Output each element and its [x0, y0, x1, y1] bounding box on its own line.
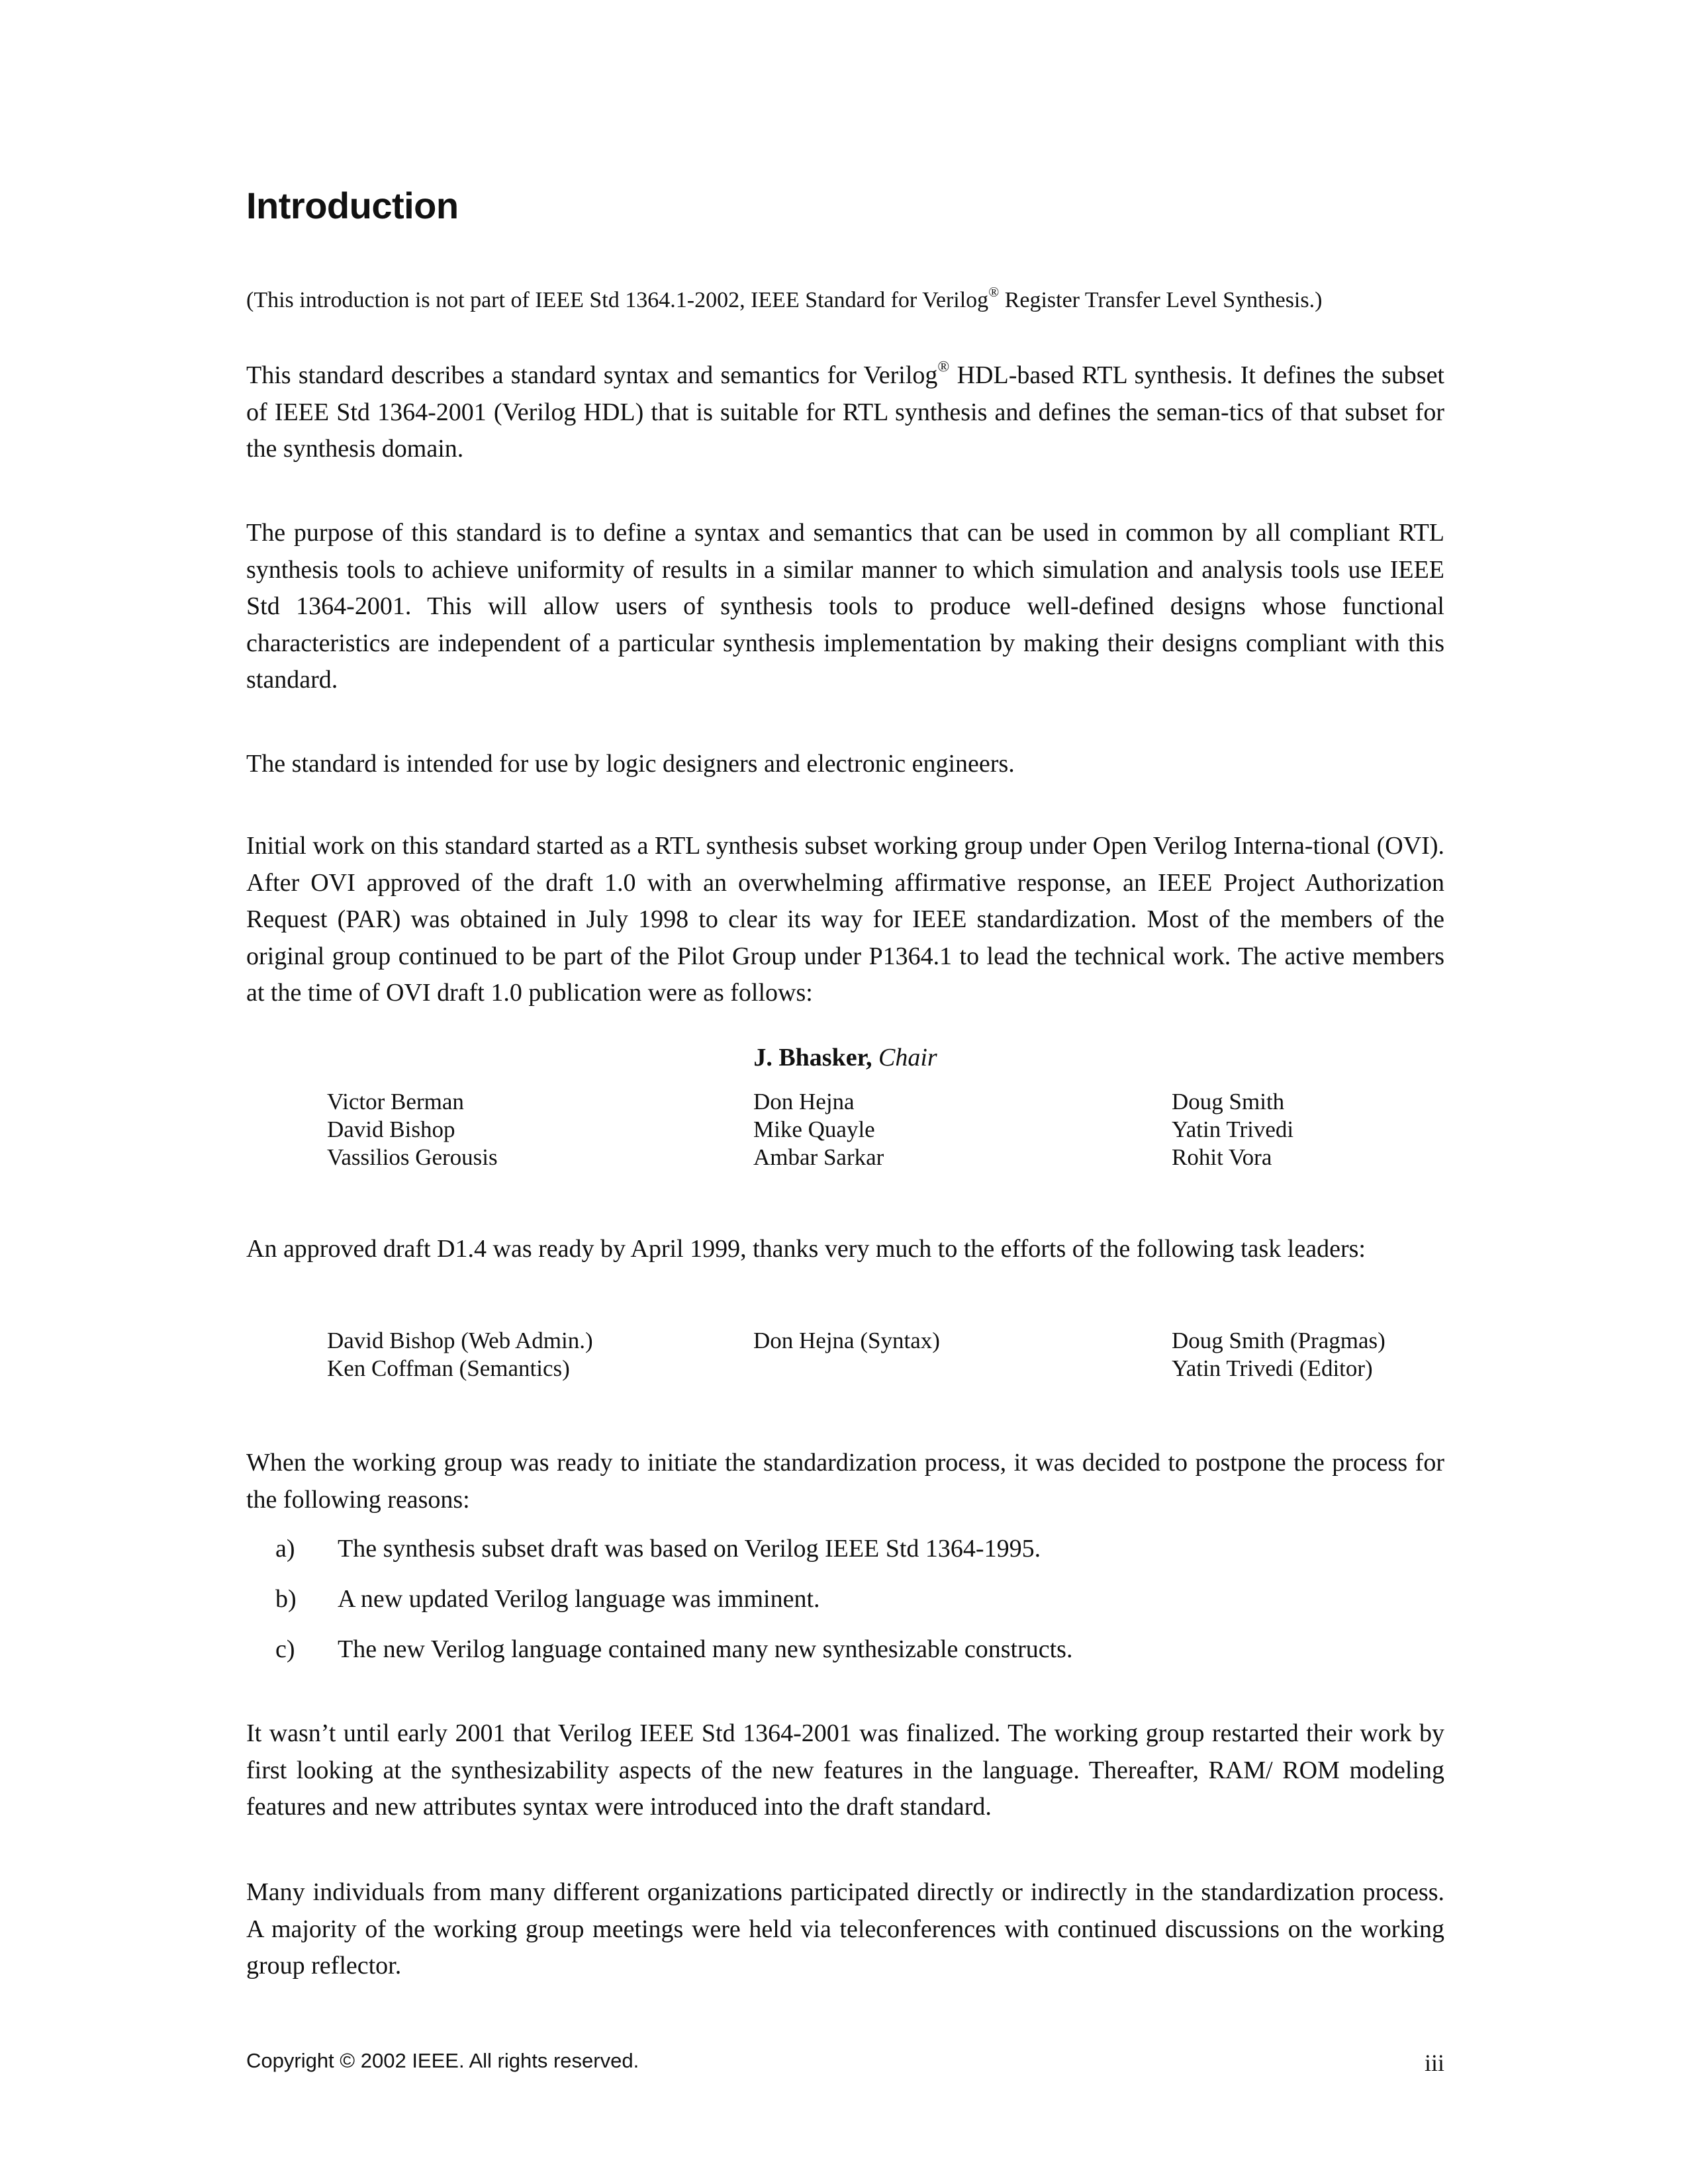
leader-list-column-1	[327, 1327, 593, 1383]
member-name: Rohit Vora	[1172, 1144, 1272, 1170]
paragraph-draft-approval: An approved draft D1.4 was ready by April 1999, thanks very much to the efforts of the following task leaders:	[246, 1235, 1366, 1263]
list-text: The synthesis subset draft was based on Verilog IEEE Std 1364-1995.	[338, 1535, 1041, 1563]
list-item	[246, 1633, 1444, 1684]
member-name: David Bishop	[327, 1116, 455, 1142]
leader-list-column-2	[753, 1327, 940, 1355]
chair-role: Chair	[878, 1044, 937, 1071]
member-name: Victor Berman	[327, 1089, 464, 1115]
member-list-column-2	[753, 1088, 884, 1171]
registered-mark: ®	[988, 284, 1000, 300]
chair-line	[246, 1042, 1444, 1073]
member-name: Yatin Trivedi	[1172, 1116, 1294, 1142]
leader-name: Doug Smith (Pragmas)	[1172, 1328, 1385, 1353]
page-footer	[246, 2049, 1444, 2081]
member-name: Doug Smith	[1172, 1089, 1285, 1115]
list-marker: a)	[275, 1535, 295, 1563]
paragraph-postpone: When the working group was ready to initiate the standardization process, it was decided to postpone the process for the following reasons:	[246, 1449, 1444, 1514]
member-name: Mike Quayle	[753, 1116, 875, 1142]
list-text: The new Verilog language contained many new synthesizable constructs.	[338, 1635, 1073, 1663]
member-list-column-1	[327, 1088, 498, 1171]
page-title: Introduction	[246, 185, 459, 226]
page-number: iii	[1424, 2050, 1444, 2076]
list-marker: b)	[275, 1585, 297, 1613]
paragraph-history: Initial work on this standard started as a RTL synthesis subset working group under Open Verilog Interna-tional (OVI). After OVI approved of the draft 1.0 with an overwhelming affirmative response, an IEEE Project Authorization Request (PAR) was obtained in July 1998 to clear its way for IEEE standardization. Most of the members of the original group continued to be part of the Pilot Group under P1364.1 to lead the technical work. The active members at the time of OVI draft 1.0 publication were as follows:	[246, 832, 1444, 1007]
reasons-list	[246, 1533, 1444, 1684]
leader-name: Don Hejna (Syntax)	[753, 1328, 940, 1353]
paragraph-participants: Many individuals from many different organizations participated directly or indirectly in the standardization process. A majority of the working group meetings were held via teleconferences with continued discussions on the working group reflector.	[246, 1878, 1444, 1979]
leader-name: Ken Coffman (Semantics)	[327, 1355, 570, 1381]
chair-name: J. Bhasker,	[753, 1044, 872, 1071]
member-name: Don Hejna	[753, 1089, 855, 1115]
leader-list-column-3	[1172, 1327, 1385, 1383]
introduction-note: (This introduction is not part of IEEE Std 1364.1-2002, IEEE Standard for Verilog® Register Transfer Level Synthesis.)	[246, 284, 1323, 312]
leader-name: Yatin Trivedi (Editor)	[1172, 1355, 1373, 1381]
member-name: Vassilios Gerousis	[327, 1144, 498, 1170]
paragraph-restart: It wasn’t until early 2001 that Verilog IEEE Std 1364-2001 was finalized. The working group restarted their work by first looking at the synthesizability aspects of the new features in the language. Thereafter, RAM/ ROM modeling features and new attributes syntax were introduced into the draft standard.	[246, 1719, 1444, 1821]
member-name: Ambar Sarkar	[753, 1144, 884, 1170]
list-item	[246, 1533, 1444, 1583]
list-text: A new updated Verilog language was imminent.	[338, 1585, 820, 1613]
paragraph-purpose: The purpose of this standard is to define a syntax and semantics that can be used in common by all compliant RTL synthesis tools to achieve uniformity of results in a similar manner to which simulation and analysis tools use IEEE Std 1364-2001. This will allow users of synthesis tools to produce well-defined designs whose functional characteristics are independent of a particular synthesis implementation by making their designs compliant with this standard.	[246, 519, 1444, 694]
registered-mark: ®	[937, 358, 950, 376]
leader-name: David Bishop (Web Admin.)	[327, 1328, 593, 1353]
list-item	[246, 1583, 1444, 1633]
member-list-column-3	[1172, 1088, 1293, 1171]
copyright-notice: Copyright © 2002 IEEE. All rights reserved.	[246, 2049, 639, 2072]
list-marker: c)	[275, 1635, 295, 1663]
paragraph-scope: This standard describes a standard syntax and semantics for Verilog® HDL-based RTL synthesis. It defines the subset of IEEE Std 1364-2001 (Verilog HDL) that is suitable for RTL synthesis and defines the seman-tics of that subset for the synthesis domain.	[246, 358, 1444, 463]
paragraph-audience: The standard is intended for use by logic designers and electronic engineers.	[246, 750, 1015, 778]
